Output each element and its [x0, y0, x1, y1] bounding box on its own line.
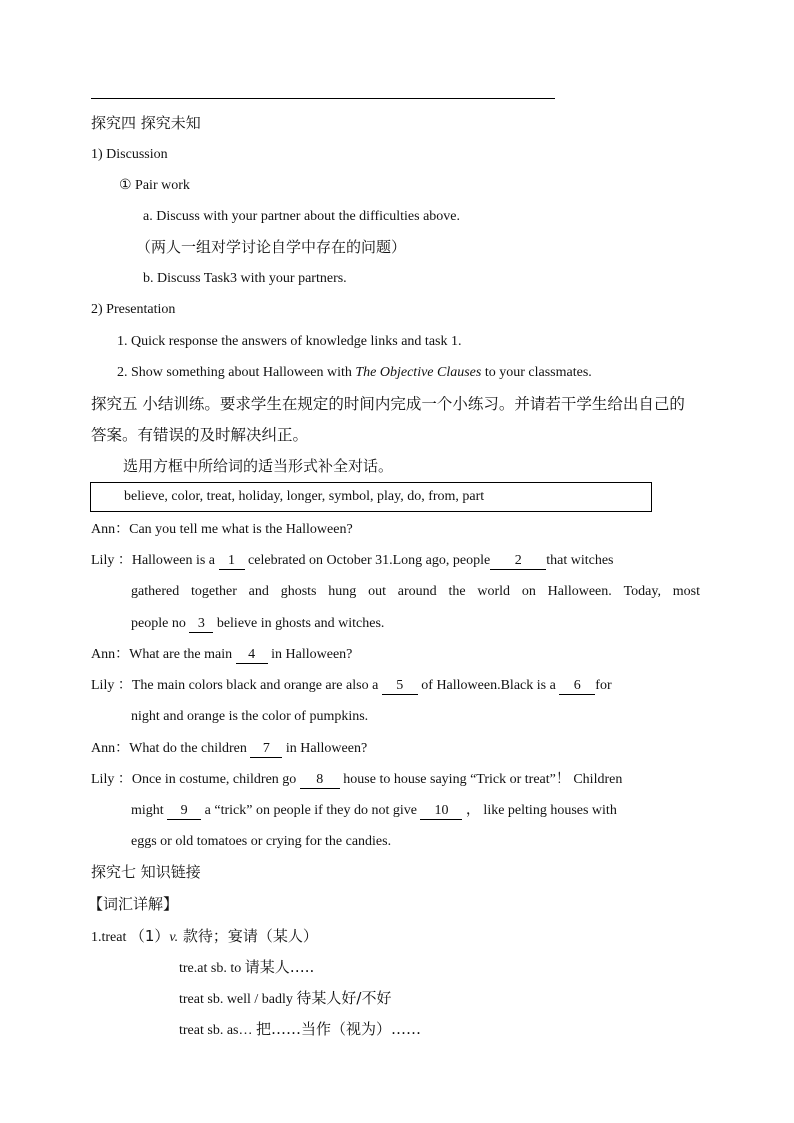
vocab-heading: 【词汇详解】: [88, 895, 179, 913]
discussion-label: 1) Discussion: [91, 147, 168, 162]
item-b: b. Discuss Task3 with your partners.: [143, 271, 347, 286]
section4-heading: 探究四 探究未知: [91, 114, 201, 132]
item-a: a. Discuss with your partner about the difficulties above.: [143, 209, 460, 224]
instruction: 选用方框中所给词的适当形式补全对话。: [123, 457, 394, 475]
dialog-ann-3: Ann：What do the children 7 in Halloween?: [91, 741, 368, 756]
dialog-lily-3-line3: eggs or old tomatoes or crying for the candies.: [131, 834, 392, 849]
dialog-lily-3: Lily ：Once in costume, children go 8 house to house saying “Trick or treat”！ Children: [91, 772, 623, 787]
item-a-chinese: （两人一组对学讨论自学中存在的问题）: [136, 238, 407, 256]
dialog-lily-1-line2: gathered together and ghosts hung out around the world on Halloween. Today, most: [131, 584, 700, 599]
treat-entry: 1.treat （1）v. 款待；宴请（某人）: [91, 927, 318, 945]
blank-3: 3: [189, 616, 213, 633]
dialog-lily-1-line3: people no 3 believe in ghosts and witches.: [131, 616, 385, 631]
section5-line2: 答案。有错误的及时解决纠正。: [91, 426, 309, 444]
treat-example-2: treat sb. well / badly 待某人好/不好: [179, 989, 392, 1007]
blank-9: 9: [167, 803, 201, 820]
dialog-lily-2: Lily ：The main colors black and orange are also a 5 of Halloween.Black is a 6 for: [91, 678, 612, 693]
blank-1: 1: [219, 553, 245, 570]
blank-6: 6: [559, 678, 595, 695]
word-box-text: believe, color, treat, holiday, longer, symbol, play, do, from, part: [124, 489, 485, 504]
blank-2: 2: [490, 553, 546, 570]
dialog-lily-2-line2: night and orange is the color of pumpkins.: [131, 709, 369, 724]
treat-example-3: treat sb. as… 把……当作（视为）……: [179, 1020, 421, 1038]
dialog-ann-2: Ann：What are the main 4 in Halloween?: [91, 647, 353, 662]
blank-5: 5: [382, 678, 418, 695]
dialog-lily-1: Lily ：Halloween is a 1 celebrated on October 31.Long ago, people 2 that witches: [91, 553, 614, 568]
presentation-item-1: 1. Quick response the answers of knowledge links and task 1.: [117, 334, 462, 349]
word-box: [90, 482, 652, 512]
presentation-item-2: 2. Show something about Halloween with The Objective Clauses to your classmates.: [117, 365, 592, 380]
objective-clauses-italic: The Objective Clauses: [355, 365, 482, 380]
pair-work-label: ① Pair work: [119, 178, 190, 193]
dialog-ann-1: Ann：Can you tell me what is the Halloween?: [91, 522, 353, 537]
top-rule: [91, 98, 555, 99]
blank-7: 7: [250, 741, 282, 758]
section5-line1: 探究五 小结训练。要求学生在规定的时间内完成一个小练习。并请若干学生给出自己的: [91, 395, 685, 413]
dialog-lily-3-line2: might 9 a “trick” on people if they do not give 10 ， like pelting houses with: [131, 803, 617, 818]
section7-heading: 探究七 知识链接: [91, 863, 201, 881]
blank-10: 10: [420, 803, 462, 820]
blank-4: 4: [236, 647, 268, 664]
blank-8: 8: [300, 772, 340, 789]
treat-example-1: tre.at sb. to 请某人…..: [179, 958, 315, 976]
presentation-label: 2) Presentation: [91, 302, 176, 317]
